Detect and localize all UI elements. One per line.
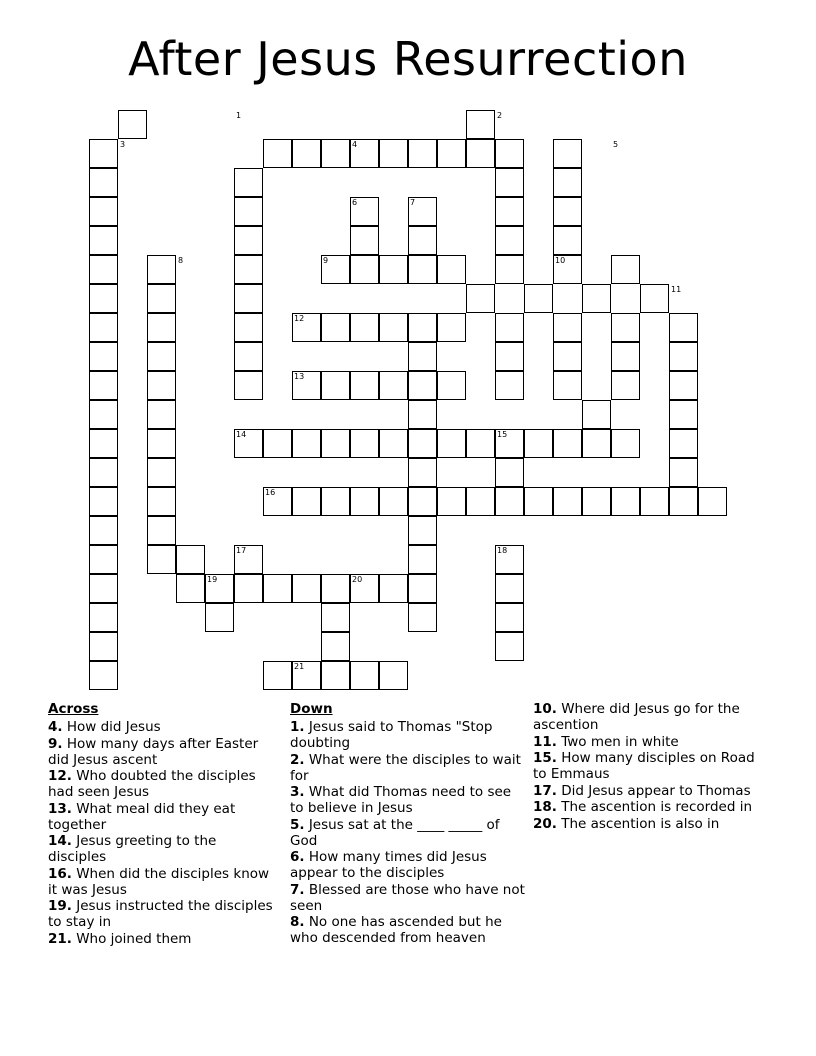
across-clue [48,898,278,930]
clue-number: 19. [48,898,72,914]
clue-number-label: 14 [236,430,247,439]
across-clue [48,801,278,833]
grid-cell[interactable] [350,487,379,516]
grid-cell[interactable] [234,226,263,255]
grid-cell[interactable] [408,400,437,429]
clue-number-label: 7 [410,198,416,207]
clue-number: 1. [290,719,305,735]
grid-cell[interactable] [89,516,118,545]
grid-cell[interactable] [437,255,466,284]
grid-cell[interactable] [147,458,176,487]
grid-cell[interactable] [321,632,350,661]
grid-cell[interactable] [669,342,698,371]
clue-number: 20. [533,815,557,832]
grid-cell[interactable] [292,487,321,516]
grid-cell[interactable] [263,661,292,690]
grid-cell[interactable] [408,516,437,545]
grid-cell[interactable] [437,429,466,458]
grid-cell[interactable] [321,371,350,400]
clue-number-label: 8 [178,256,184,265]
grid-cell[interactable] [466,139,495,168]
grid-cell[interactable] [350,226,379,255]
grid-cell[interactable] [669,429,698,458]
grid-cell[interactable] [611,342,640,371]
clue-number-label: 20 [352,575,363,584]
grid-cell[interactable] [205,603,234,632]
grid-cell[interactable] [495,632,524,661]
grid-cell[interactable] [553,139,582,168]
grid-cell[interactable] [147,342,176,371]
grid-cell[interactable] [582,429,611,458]
grid-cell[interactable] [89,632,118,661]
clue-text: What were the disciples to wait for [290,751,521,784]
clue-number: 9. [48,735,63,752]
grid-cell[interactable] [669,487,698,516]
clue-number: 4. [48,719,63,735]
clue-number-label: 4 [352,140,358,149]
grid-cell[interactable] [495,255,524,284]
grid-cell[interactable] [408,139,437,168]
clue-number: 15. [533,750,557,766]
grid-cell[interactable] [408,545,437,574]
clue-number-label: 2 [497,111,503,120]
grid-cell[interactable] [553,168,582,197]
down-clue-list-continued [533,701,768,832]
grid-cell[interactable] [669,400,698,429]
grid-cell[interactable] [379,661,408,690]
grid-cell[interactable] [118,110,147,139]
grid-cell[interactable] [89,139,118,168]
grid-cell[interactable] [379,487,408,516]
grid-cell[interactable] [147,400,176,429]
clue-number: 12. [48,768,72,784]
grid-cell[interactable] [437,139,466,168]
clue-number: 11. [533,733,557,750]
grid-cell[interactable] [408,429,437,458]
grid-cell[interactable] [89,603,118,632]
down-clue [290,882,525,914]
grid-cell[interactable] [611,255,640,284]
clue-text: How many disciples on Road to Emmaus [533,750,755,782]
grid-cell[interactable] [234,574,263,603]
grid-cell[interactable] [495,197,524,226]
grid-cell[interactable] [321,574,350,603]
clue-text: Jesus said to Thomas "Stop doubting [290,719,493,751]
grid-cell[interactable] [350,255,379,284]
grid-cell[interactable] [89,429,118,458]
grid-cell[interactable] [234,313,263,342]
grid-cell[interactable] [147,516,176,545]
down-clue [533,750,768,782]
down-clue [533,816,768,832]
grid-cell[interactable] [495,458,524,487]
down-clue [290,752,525,784]
grid-cell[interactable] [466,284,495,313]
grid-cell[interactable] [611,487,640,516]
across-clue [48,866,278,898]
clue-number-label: 13 [294,372,305,381]
grid-cell[interactable] [350,429,379,458]
grid-cell[interactable] [408,226,437,255]
clue-text: Jesus instructed the disciples to stay in [48,898,273,930]
clue-number-label: 3 [120,140,126,149]
grid-cell[interactable] [89,168,118,197]
clue-number-label: 15 [497,430,508,439]
clue-number-label: 12 [294,314,305,323]
clue-text: Blessed are those who have not seen [290,881,525,914]
down-clue [533,734,768,750]
across-clue-list [48,719,278,947]
across-clue [48,768,278,800]
grid-cell[interactable] [408,313,437,342]
grid-cell[interactable] [89,342,118,371]
grid-cell[interactable] [147,487,176,516]
down-clue [290,817,525,849]
down-clue-list [290,719,525,946]
grid-cell[interactable] [669,371,698,400]
grid-cell[interactable] [611,429,640,458]
grid-cell[interactable] [582,400,611,429]
grid-cell[interactable] [553,197,582,226]
clue-text: What did Thomas need to see to believe in Jesus [290,784,512,816]
grid-cell[interactable] [669,313,698,342]
clue-text: What meal did they eat together [48,800,236,833]
clue-text: The ascention is also in [556,815,720,832]
across-clue [48,736,278,768]
grid-cell[interactable] [292,574,321,603]
clue-text: The ascention is recorded in [556,799,753,815]
clue-number-label: 5 [613,140,619,149]
clue-text: Did Jesus appear to Thomas [556,782,751,799]
clue-number: 18. [533,799,557,815]
grid-cell[interactable] [408,342,437,371]
grid-cell[interactable] [263,139,292,168]
grid-cell[interactable] [176,574,205,603]
grid-cell[interactable] [408,371,437,400]
grid-cell[interactable] [321,603,350,632]
down-clue [533,783,768,799]
grid-cell[interactable] [350,661,379,690]
grid-cell[interactable] [234,168,263,197]
down-clue [290,914,525,946]
across-heading: Across [48,701,99,717]
grid-cell[interactable] [147,284,176,313]
grid-cell[interactable] [495,371,524,400]
clue-number-label: 21 [294,662,305,671]
clue-number: 8. [290,914,305,930]
clue-number-label: 1 [236,111,242,120]
grid-cell[interactable] [408,255,437,284]
grid-cell[interactable] [89,226,118,255]
grid-cell[interactable] [408,603,437,632]
clue-text: Who joined them [71,930,192,947]
clue-number: 2. [290,751,305,768]
grid-cell[interactable] [553,371,582,400]
clue-number: 21. [48,930,72,947]
clue-number: 13. [48,800,72,817]
down-clues-continued [533,701,768,832]
clue-text: Where did Jesus go for the ascention [533,701,740,733]
grid-cell[interactable] [234,197,263,226]
clue-number: 3. [290,784,305,800]
grid-cell[interactable] [495,342,524,371]
clue-number-label: 9 [323,256,329,265]
grid-cell[interactable] [495,226,524,255]
clue-number: 5. [290,816,305,833]
grid-cell[interactable] [89,284,118,313]
grid-cell[interactable] [611,313,640,342]
grid-cell[interactable] [350,313,379,342]
grid-cell[interactable] [147,429,176,458]
grid-cell[interactable] [611,371,640,400]
grid-cell[interactable] [524,429,553,458]
grid-cell[interactable] [321,313,350,342]
grid-cell[interactable] [698,487,727,516]
grid-cell[interactable] [321,429,350,458]
grid-cell[interactable] [263,574,292,603]
grid-cell[interactable] [89,661,118,690]
down-clue [533,799,768,815]
grid-cell[interactable] [495,574,524,603]
grid-cell[interactable] [495,487,524,516]
grid-cell[interactable] [466,487,495,516]
grid-cell[interactable] [669,458,698,487]
grid-cell[interactable] [553,342,582,371]
clue-number: 7. [290,881,305,898]
grid-cell[interactable] [582,284,611,313]
down-heading: Down [290,701,333,717]
down-clue [290,719,525,751]
clue-text: How many days after Easter did Jesus ascent [48,735,259,768]
down-clue [290,849,525,881]
clue-text: How did Jesus [62,719,161,735]
clue-text: Who doubted the disciples had seen Jesus [48,768,256,800]
grid-cell[interactable] [553,487,582,516]
grid-cell[interactable] [234,371,263,400]
grid-cell[interactable] [640,284,669,313]
clue-text: How many times did Jesus appear to the disciples [290,849,487,881]
grid-cell[interactable] [321,487,350,516]
grid-cell[interactable] [89,197,118,226]
grid-cell[interactable] [437,371,466,400]
grid-cell[interactable] [147,545,176,574]
clue-number: 6. [290,849,305,865]
down-clue [290,784,525,816]
clue-number: 16. [48,865,72,882]
grid-cell[interactable] [89,255,118,284]
across-clue [48,719,278,735]
clue-number-label: 10 [555,256,566,265]
grid-cell[interactable] [466,429,495,458]
grid-cell[interactable] [234,342,263,371]
grid-cell[interactable] [437,313,466,342]
grid-cell[interactable] [524,487,553,516]
grid-cell[interactable] [89,371,118,400]
grid-cell[interactable] [321,661,350,690]
clue-number-label: 6 [352,198,358,207]
down-clues [290,701,525,947]
clue-number: 10. [533,701,557,717]
grid-cell[interactable] [408,487,437,516]
grid-cell[interactable] [89,487,118,516]
grid-cell[interactable] [495,313,524,342]
clue-text: Two men in white [556,733,679,750]
grid-cell[interactable] [495,139,524,168]
grid-cell[interactable] [89,458,118,487]
grid-cell[interactable] [89,313,118,342]
grid-cell[interactable] [379,371,408,400]
grid-cell[interactable] [553,429,582,458]
puzzle-title: After Jesus Resurrection [128,32,688,86]
grid-cell[interactable] [524,284,553,313]
clue-number-label: 19 [207,575,218,584]
grid-cell[interactable] [408,458,437,487]
grid-cell[interactable] [379,255,408,284]
grid-cell[interactable] [176,545,205,574]
across-clues [48,701,278,947]
grid-cell[interactable] [147,371,176,400]
grid-cell[interactable] [379,574,408,603]
grid-cell[interactable] [234,255,263,284]
grid-cell[interactable] [640,487,669,516]
grid-cell[interactable] [147,255,176,284]
clue-number: 14. [48,833,72,849]
grid-cell[interactable] [379,429,408,458]
grid-cell[interactable] [321,139,350,168]
grid-cell[interactable] [553,313,582,342]
grid-cell[interactable] [582,487,611,516]
clue-number-label: 17 [236,546,247,555]
grid-cell[interactable] [234,284,263,313]
grid-cell[interactable] [350,371,379,400]
clue-number-label: 16 [265,488,276,497]
grid-cell[interactable] [553,226,582,255]
grid-cell[interactable] [379,139,408,168]
grid-cell[interactable] [495,603,524,632]
grid-cell[interactable] [379,313,408,342]
across-clue [48,833,278,865]
clue-text: When did the disciples know it was Jesus [48,865,270,898]
clue-text: No one has ascended but he who descended from heaven [290,914,502,946]
grid-cell[interactable] [408,574,437,603]
grid-cell[interactable] [292,139,321,168]
grid-cell[interactable] [466,110,495,139]
grid-cell[interactable] [89,400,118,429]
across-clue [48,931,278,947]
clue-text: Jesus sat at the ____ _____ of God [290,816,500,849]
grid-cell[interactable] [292,429,321,458]
down-clue [533,701,768,733]
clue-number-label: 11 [671,285,682,294]
grid-cell[interactable] [437,487,466,516]
grid-cell[interactable] [89,545,118,574]
grid-cell[interactable] [147,313,176,342]
clue-number: 17. [533,782,557,799]
grid-cell[interactable] [263,429,292,458]
grid-cell[interactable] [89,574,118,603]
clue-text: Jesus greeting to the disciples [48,833,217,865]
grid-cell[interactable] [495,168,524,197]
clue-number-label: 18 [497,546,508,555]
